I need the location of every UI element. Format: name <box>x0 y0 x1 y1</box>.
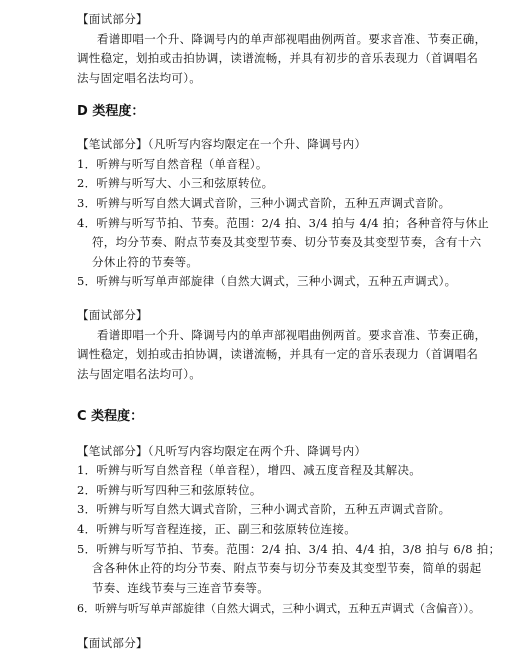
list-item-continuation: 含各种休止符的均分节奏、附点节奏与切分节奏及其变型节奏，简单的弱起 <box>92 561 482 576</box>
list-item: 1．听辨与听写自然音程（单音程），增四、减五度音程及其解决。 <box>77 463 422 478</box>
oral-paragraph-line: 法与固定唱名法均可）。 <box>77 366 202 381</box>
written-section-title: 【笔试部分】（凡听写内容均限定在两个升、降调号内） <box>77 443 367 458</box>
list-item: 5．听辨与听写单声部旋律（自然大调式，三种小调式，五种五声调式）。 <box>77 274 457 289</box>
list-item: 3．听辨与听写自然大调式音阶，三种小调式音阶，五种五声调式音阶。 <box>77 502 451 517</box>
oral-paragraph-line: 调性稳定，划拍或击拍协调，读谱流畅，并具有一定的音乐表现力（首调唱名 <box>77 347 479 362</box>
list-item-continuation: 节奏、连线节奏与三连音节奏等。 <box>92 580 269 595</box>
written-section-title: 【笔试部分】（凡听写内容均限定在一个升、降调号内） <box>77 137 367 152</box>
list-item-continuation: 符，均分节奏、附点节奏及其变型节奏、切分节奏及其变型节奏，含有十六 <box>92 235 482 250</box>
oral-paragraph-line: 调性稳定，划拍或击拍协调，读谱流畅，并具有初步的音乐表现力（首调唱名 <box>77 51 479 66</box>
oral-paragraph-line: 看谱即唱一个升、降调号内的单声部视唱曲例两首。要求音准、节奏正确， <box>97 31 487 46</box>
list-item: 4．听辨与听写节拍、节奏。范围：2/4 拍、3/4 拍与 4/4 拍；各种音符与休止 <box>77 215 490 230</box>
oral-paragraph-line: 法与固定唱名法均可）。 <box>77 70 202 85</box>
list-item-continuation: 分休止符的节奏等。 <box>92 254 199 269</box>
level-d-heading: D 类程度： <box>77 103 145 119</box>
list-item: 4．听辨与听写音程连接，正、副三和弦原转位连接。 <box>77 522 357 537</box>
level-c-heading: C 类程度： <box>77 409 144 424</box>
oral-section-title: 【面试部分】 <box>77 308 148 323</box>
oral-paragraph-line: 看谱即唱一个升、降调号内的单声部视唱曲例两首。要求音准、节奏正确， <box>97 327 487 342</box>
oral-section-title: 【面试部分】 <box>77 636 148 650</box>
list-item: 1．听辨与听写自然音程（单音程）。 <box>77 156 268 171</box>
list-item: 2．听辨与听写四种三和弦原转位。 <box>77 482 262 497</box>
list-item: 2．听辨与听写大、小三和弦原转位。 <box>77 176 274 191</box>
list-item: 3．听辨与听写自然大调式音阶，三种小调式音阶，五种五声调式音阶。 <box>77 196 451 211</box>
list-item: 5．听辨与听写节拍、节奏。范围：2/4 拍、3/4 拍、4/4 拍，3/8 拍与 6/8 拍； <box>77 541 501 556</box>
list-item: 6．听辨与听写单声部旋律（自然大调式，三种小调式，五种五声调式（含偏音））。 <box>77 601 480 615</box>
oral-section-title: 【面试部分】 <box>77 12 148 26</box>
